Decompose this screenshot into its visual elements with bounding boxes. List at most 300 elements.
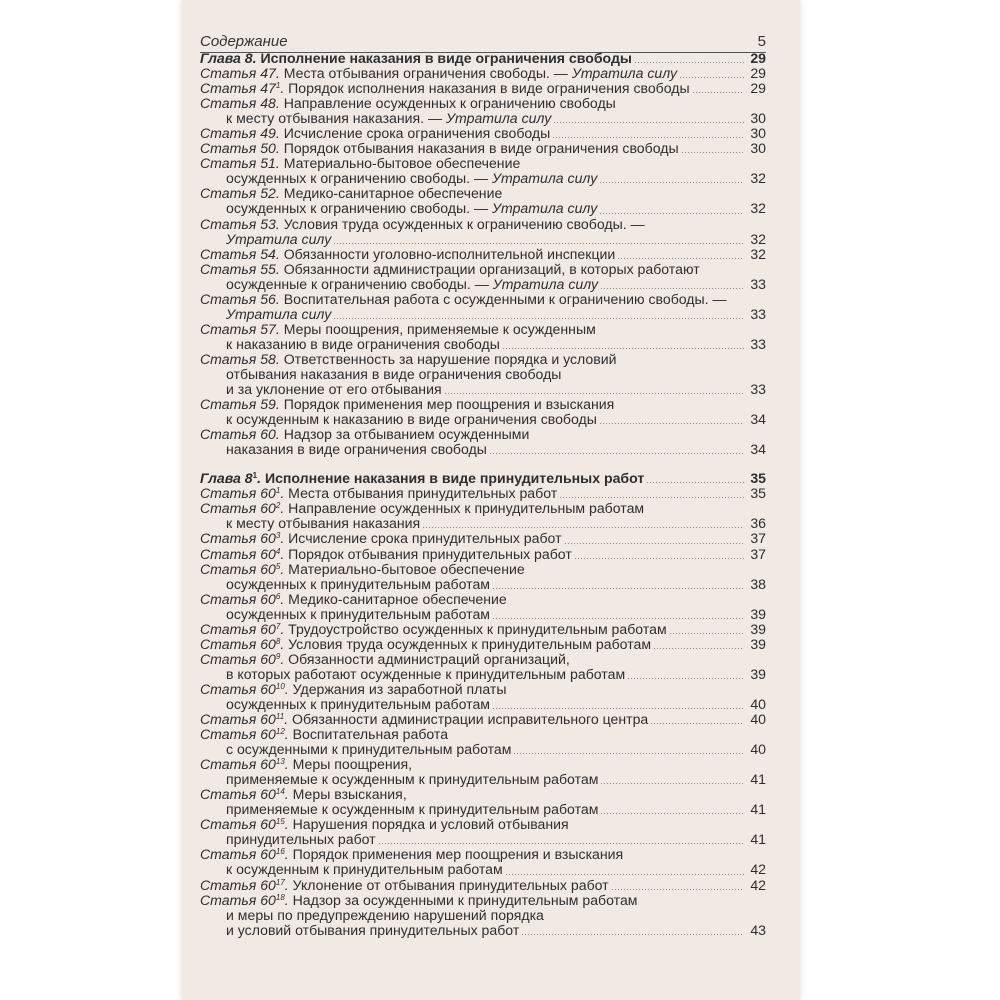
article-superscript: 9 [275, 651, 281, 661]
toc-entry-line [200, 757, 766, 772]
dot-leader [492, 618, 744, 619]
entry-page: 41 [750, 801, 766, 818]
dot-leader [611, 889, 744, 890]
toc-entry-line[interactable] [200, 712, 766, 727]
entry-text [200, 772, 598, 787]
article-label-end: . [284, 846, 289, 863]
page-number: 5 [757, 33, 766, 50]
toc-entry-line[interactable] [200, 337, 766, 352]
entry-text [200, 562, 525, 577]
entry-page: 35 [750, 485, 766, 502]
entry-page: 32 [750, 200, 766, 217]
repealed-note: Утратила силу [491, 170, 598, 187]
article-label-end: . [284, 711, 289, 728]
entry-text [200, 397, 614, 412]
toc-entry-line[interactable] [200, 637, 766, 652]
entry-page: 32 [750, 170, 766, 187]
article-superscript: 13 [275, 757, 285, 767]
toc-entry-line[interactable] [200, 516, 766, 531]
toc-entry-line[interactable] [200, 531, 766, 546]
dot-leader [492, 708, 744, 709]
toc-entry-line[interactable] [200, 547, 766, 562]
article-label: Статья 60 [200, 756, 276, 773]
article-superscript: 6 [275, 591, 281, 601]
entry-text [200, 757, 412, 772]
entry-text [200, 277, 598, 292]
toc-entry-line[interactable] [200, 81, 766, 96]
article-label-end: . [284, 876, 289, 893]
dot-leader [553, 122, 744, 123]
entry-title: Обязанности уголовно-исполнительной инспекции [283, 245, 616, 262]
article-superscript: 10 [275, 681, 285, 691]
repealed-note: Утратила силу [491, 200, 598, 217]
entry-text [200, 412, 597, 427]
article-superscript: 18 [275, 892, 285, 902]
entry-text [200, 652, 570, 667]
entry-page: 40 [750, 695, 766, 712]
entry-title: Порядок применения мер поощрения и взыскания [292, 846, 624, 863]
article-label-end: . [284, 816, 289, 833]
entry-page: 41 [750, 771, 766, 788]
entry-text [200, 262, 700, 277]
entry-text [200, 367, 561, 382]
toc-entry-line[interactable] [200, 667, 766, 682]
toc-entry-line [200, 262, 766, 277]
article-superscript: 11 [275, 712, 285, 722]
entry-page: 39 [750, 665, 766, 682]
entry-title: Воспитательная работа [292, 726, 449, 743]
toc-entry-line [200, 817, 766, 832]
article-label-end: . [280, 620, 285, 637]
toc-entry-line [200, 501, 766, 516]
entry-page: 34 [750, 411, 766, 428]
entry-page: 39 [750, 605, 766, 622]
dot-leader [646, 482, 744, 483]
toc-entry-line [200, 652, 766, 667]
toc-entry-line[interactable] [200, 111, 766, 126]
toc-entry-line [200, 847, 766, 862]
toc-entry-line[interactable] [200, 412, 766, 427]
article-label-end: . [284, 786, 289, 803]
toc-entry-line[interactable] [200, 622, 766, 637]
entry-title: Порядок отбывания наказания в виде ограничения свободы [283, 140, 679, 157]
entry-title: отбывания наказания в виде ограничения свободы [226, 365, 562, 382]
entry-title: Меры взыскания, [292, 786, 407, 803]
article-superscript: 12 [275, 727, 285, 737]
chapter-label-superscript: 1 [252, 471, 258, 481]
running-header-title: Содержание [200, 33, 288, 50]
article-label: Статья 60 [200, 891, 276, 908]
entry-text [200, 682, 507, 697]
article-superscript: 17 [275, 877, 285, 887]
entry-text [200, 66, 677, 81]
article-superscript: 14 [275, 787, 285, 797]
dot-leader [669, 633, 744, 634]
toc-entry-line [200, 908, 766, 923]
chapter-title-text [200, 51, 632, 66]
table-of-contents [200, 51, 766, 938]
entry-title: Надзор за отбыванием осужденными [283, 426, 530, 443]
entry-title: Ответственность за нарушение порядка и условий [283, 350, 617, 367]
toc-entry-line [200, 727, 766, 742]
entry-text [200, 637, 651, 652]
entry-text [200, 667, 625, 682]
dot-leader [634, 62, 744, 63]
article-label: Статья 60 [200, 726, 276, 743]
article-label: Статья 60. [200, 426, 280, 443]
dot-leader [564, 543, 744, 544]
entry-title: Исчисление срока ограничения свободы [283, 125, 551, 142]
entry-page: 41 [750, 831, 766, 848]
article-label-end: . [280, 485, 285, 502]
entry-page: 33 [750, 275, 766, 292]
dot-leader [679, 77, 744, 78]
entry-title: Меры поощрения, [292, 756, 413, 773]
toc-entry-line [200, 217, 766, 232]
entry-page: 30 [750, 140, 766, 157]
entry-title: Порядок исполнения наказания в виде ограничения свободы [288, 80, 690, 97]
toc-entry-line[interactable] [200, 862, 766, 877]
entry-title: осужденных к принудительным работам [226, 575, 490, 592]
toc-entry-line [200, 682, 766, 697]
article-label: Статья 60 [200, 530, 276, 547]
toc-entry-line[interactable] [200, 66, 766, 81]
entry-text [200, 862, 503, 877]
entry-title: Порядок отбывания принудительных работ [288, 545, 572, 562]
entry-page: 32 [750, 245, 766, 262]
chapter-page: 29 [750, 50, 766, 66]
entry-page: 33 [750, 381, 766, 398]
toc-entry-line[interactable] [200, 232, 766, 247]
entry-title: в которых работают осужденные к принудительным работам [226, 665, 626, 682]
entry-page: 37 [750, 545, 766, 562]
entry-title: и за уклонение от его отбывания [226, 381, 442, 398]
article-label: Статья 60 [200, 620, 276, 637]
toc-entry-line[interactable] [200, 742, 766, 757]
entry-title: Надзор за осужденными к принудительным работам [292, 891, 638, 908]
article-label: Статья 47. [200, 65, 280, 82]
article-label: Статья 59. [200, 396, 280, 413]
repealed-note: Утратила силу [571, 65, 678, 82]
toc-entry-line [200, 156, 766, 171]
article-superscript: 5 [275, 561, 281, 571]
chapter-page: 35 [750, 470, 766, 487]
article-label: Статья 54. [200, 245, 280, 262]
entry-text [200, 292, 727, 307]
article-label: Статья 60 [200, 485, 276, 502]
entry-title: Направление осужденных к ограничению свободы [283, 95, 616, 112]
dot-leader [422, 527, 744, 528]
entry-title: Воспитательная работа с осужденными к ограничению свободы. — [283, 290, 727, 307]
entry-title: и меры по предупреждению нарушений порядка [226, 906, 544, 923]
toc-entry-line[interactable] [200, 126, 766, 141]
article-label: Статья 60 [200, 545, 276, 562]
entry-title: Удержания из заработной платы [292, 680, 507, 697]
article-label: Статья 58. [200, 350, 280, 367]
toc-entry-line[interactable] [200, 277, 766, 292]
toc-entry-line[interactable] [200, 307, 766, 322]
article-label-end: . [284, 726, 289, 743]
toc-entry-line [200, 893, 766, 908]
toc-entry-line [200, 427, 766, 442]
toc-entry-line[interactable] [200, 878, 766, 893]
article-label-end: . [284, 756, 289, 773]
entry-text [200, 607, 490, 622]
entry-title: с осужденными к принудительным работам [226, 741, 512, 758]
article-superscript: 1 [275, 81, 281, 91]
dot-leader [444, 393, 744, 394]
entry-text [200, 516, 420, 531]
entry-text [200, 802, 598, 817]
entry-title: Исчисление срока принудительных работ [288, 530, 562, 547]
chapter-label-end: . [257, 470, 262, 487]
dot-leader [502, 348, 744, 349]
toc-entry-line [200, 96, 766, 111]
article-label: Статья 51. [200, 155, 280, 172]
dot-leader [513, 753, 744, 754]
dot-leader [559, 497, 744, 498]
chapter-label: Глава 8 [200, 470, 253, 487]
article-label: Статья 60 [200, 560, 276, 577]
entry-text [200, 141, 679, 156]
toc-entry-line [200, 397, 766, 412]
entry-title: к осужденным к наказанию в виде ограничения свободы [226, 411, 597, 428]
entry-text [200, 217, 645, 232]
article-label: Статья 49. [200, 125, 280, 142]
entry-text [200, 817, 569, 832]
dot-leader [650, 723, 744, 724]
repealed-note: Утратила силу [226, 230, 332, 247]
article-label: Статья 57. [200, 320, 280, 337]
entry-page: 34 [750, 441, 766, 458]
entry-title: наказания в виде ограничения свободы [226, 441, 487, 458]
entry-text [200, 96, 616, 111]
dot-leader [600, 813, 744, 814]
toc-entry-line[interactable] [200, 923, 766, 938]
dot-leader [617, 258, 744, 259]
dot-leader [599, 182, 744, 183]
article-label: Статья 60 [200, 786, 276, 803]
entry-title: осужденных к ограничению свободы. — [226, 200, 489, 217]
toc-entry-line[interactable] [200, 247, 766, 262]
toc-entry-line [200, 186, 766, 201]
toc-entry-line [200, 367, 766, 382]
toc-entry-line[interactable] [200, 577, 766, 592]
toc-entry-line [200, 787, 766, 802]
entry-page: 33 [750, 335, 766, 352]
repealed-note: Утратила силу [492, 275, 599, 292]
entry-page: 40 [750, 711, 766, 728]
book-page [182, 0, 800, 1000]
dot-leader [574, 558, 744, 559]
toc-entry-line[interactable] [200, 607, 766, 622]
article-label-end: . [280, 545, 285, 562]
entry-text [200, 382, 442, 397]
entry-text [200, 742, 511, 757]
article-label: Статья 60 [200, 846, 276, 863]
entry-text [200, 337, 500, 352]
entry-title: и условий отбывания принудительных работ [226, 921, 520, 938]
entry-text [200, 592, 507, 607]
entry-page: 43 [750, 921, 766, 938]
entry-text [200, 486, 557, 501]
entry-title: осужденных к принудительным работам [226, 605, 490, 622]
entry-text [200, 547, 572, 562]
article-superscript: 8 [275, 636, 281, 646]
entry-text [200, 923, 519, 938]
entry-title: Направление осужденных к принудительным работам [288, 500, 645, 517]
entry-text [200, 727, 448, 742]
repealed-note: Утратила силу [226, 305, 332, 322]
article-superscript: 3 [275, 531, 281, 541]
toc-entry-line[interactable] [200, 832, 766, 847]
dot-leader [692, 92, 744, 93]
entry-title: Обязанности администраций организаций, [288, 650, 570, 667]
entry-page: 32 [750, 230, 766, 247]
entry-title: осужденных к принудительным работам [226, 695, 490, 712]
entry-title: Нарушения порядка и условий отбывания [292, 816, 569, 833]
dot-leader [333, 243, 744, 244]
toc-entry-line[interactable] [200, 201, 766, 216]
toc-entry-line [200, 322, 766, 337]
entry-text [200, 908, 544, 923]
article-label: Статья 56. [200, 290, 280, 307]
entry-title: к месту отбывания наказания. — [226, 110, 443, 127]
entry-text [200, 111, 551, 126]
dot-leader [599, 213, 744, 214]
toc-entry-line[interactable] [200, 382, 766, 397]
article-label-end: . [284, 680, 289, 697]
entry-text [200, 156, 520, 171]
article-label: Статья 60 [200, 500, 276, 517]
dot-leader [505, 874, 744, 875]
toc-chapter-heading[interactable] [200, 471, 766, 486]
entry-text [200, 427, 529, 442]
entry-title: применяемые к осужденным к принудительным работам [226, 771, 599, 788]
article-label: Статья 47 [200, 80, 276, 97]
article-label-end: . [280, 560, 285, 577]
article-label-end: . [280, 590, 285, 607]
dot-leader [681, 152, 744, 153]
dot-leader [521, 934, 744, 935]
toc-entry-line[interactable] [200, 697, 766, 712]
toc-entry-line [200, 562, 766, 577]
dot-leader [600, 288, 744, 289]
article-label-end: . [280, 530, 285, 547]
article-label: Статья 60 [200, 711, 276, 728]
entry-text [200, 232, 331, 247]
article-label: Статья 50. [200, 140, 280, 157]
toc-entry-line [200, 592, 766, 607]
toc-entry-line[interactable] [200, 802, 766, 817]
entry-page: 36 [750, 515, 766, 532]
entry-page: 30 [750, 125, 766, 142]
entry-title: Условия труда осужденных к принудительным работам [288, 635, 652, 652]
entry-title: Меры поощрения, применяемые к осужденным [283, 320, 596, 337]
toc-entry-line[interactable] [200, 171, 766, 186]
entry-title: Трудоустройство осужденных к принудительным работам [288, 620, 667, 637]
article-label: Статья 53. [200, 215, 280, 232]
repealed-note: Утратила силу [446, 110, 552, 127]
entry-text [200, 352, 617, 367]
article-label-end: . [280, 500, 285, 517]
entry-page: 39 [750, 620, 766, 637]
toc-entry-line[interactable] [200, 486, 766, 501]
entry-text [200, 577, 490, 592]
article-label: Статья 60 [200, 816, 276, 833]
article-label: Статья 60 [200, 876, 276, 893]
entry-text [200, 787, 407, 802]
dot-leader [492, 588, 744, 589]
entry-text [200, 307, 331, 322]
article-superscript: 15 [275, 817, 285, 827]
entry-text [200, 81, 690, 96]
entry-text [200, 712, 648, 727]
dot-leader [627, 678, 744, 679]
entry-title: Места отбывания принудительных работ [288, 485, 558, 502]
article-superscript: 2 [275, 501, 281, 511]
article-label: Статья 60 [200, 590, 276, 607]
toc-chapter-heading[interactable] [200, 51, 766, 66]
entry-title: Медико-санитарное обеспечение [283, 185, 503, 202]
entry-title: Обязанности администрации организаций, в которых работают [283, 260, 700, 277]
entry-page: 39 [750, 635, 766, 652]
chapter-title: Исполнение наказания в виде принудительных работ [264, 470, 645, 487]
entry-title: Обязанности администрации исправительного центра [292, 711, 649, 728]
toc-entry-line[interactable] [200, 442, 766, 457]
chapter-label: Глава 8. [200, 50, 257, 66]
entry-title: Условия труда осужденных к ограничению свободы. — [283, 215, 645, 232]
entry-page: 38 [750, 575, 766, 592]
toc-entry-line [200, 352, 766, 367]
chapter-title-text [200, 471, 644, 486]
article-label-end: . [280, 650, 285, 667]
entry-title: осужденных к ограничению свободы. — [226, 170, 489, 187]
entry-text [200, 171, 597, 186]
dot-leader [552, 137, 744, 138]
entry-text [200, 201, 597, 216]
entry-page: 42 [750, 876, 766, 893]
article-label-end: . [280, 635, 285, 652]
entry-title: Места отбывания ограничения свободы. — [283, 65, 568, 82]
entry-text [200, 622, 667, 637]
running-header [200, 26, 766, 53]
entry-title: к наказанию в виде ограничения свободы [226, 335, 500, 352]
entry-title: осужденные к ограничению свободы. — [226, 275, 489, 292]
article-label: Статья 55. [200, 260, 280, 277]
entry-text [200, 893, 637, 908]
article-label-end: . [284, 891, 289, 908]
entry-text [200, 247, 615, 262]
toc-entry-line[interactable] [200, 772, 766, 787]
article-label-end: . [280, 80, 285, 97]
article-superscript: 7 [275, 621, 281, 631]
chapter-title: Исполнение наказания в виде ограничения свободы [260, 50, 632, 66]
entry-page: 42 [750, 861, 766, 878]
entry-title: Материально-бытовое обеспечение [288, 560, 525, 577]
dot-leader [600, 783, 744, 784]
entry-page: 30 [750, 110, 766, 127]
toc-entry-line[interactable] [200, 141, 766, 156]
entry-page: 29 [750, 80, 766, 97]
entry-title: Уклонение от отбывания принудительных работ [292, 876, 609, 893]
article-label: Статья 60 [200, 680, 276, 697]
entry-text [200, 847, 623, 862]
entry-text [200, 531, 562, 546]
entry-page: 29 [750, 65, 766, 82]
entry-text [200, 832, 376, 847]
entry-page: 37 [750, 530, 766, 547]
